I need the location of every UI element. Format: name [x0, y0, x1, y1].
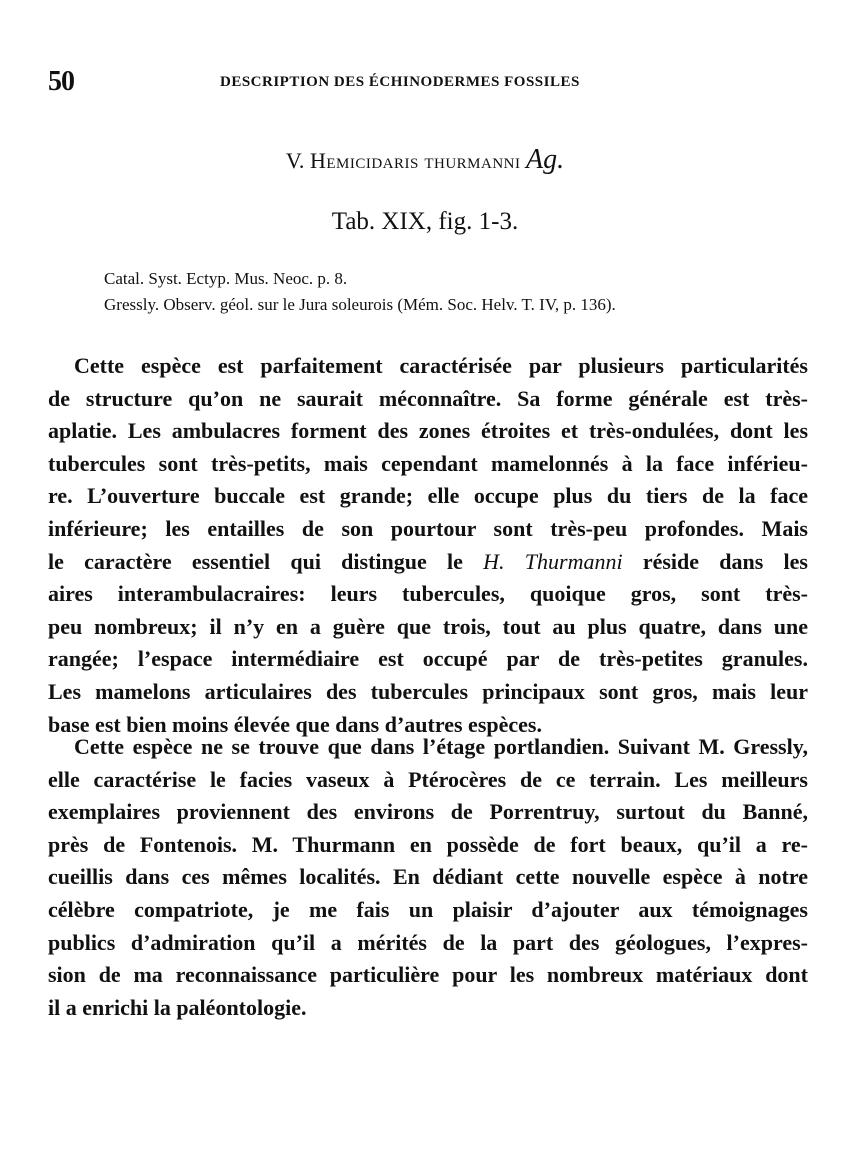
text-line: cueillis dans ces mêmes localités. En dédiant cette nouvelle espèce à notre: [48, 864, 808, 890]
bibliographic-references: [104, 266, 804, 318]
reference-line: Gressly. Observ. géol. sur le Jura soleurois (Mém. Soc. Helv. T. IV, p. 136).: [104, 295, 616, 314]
species-numeral: V.: [285, 148, 305, 173]
text-line: tubercules sont très-petits, mais cependant mamelonnés à la face inférieu-: [48, 450, 808, 476]
paragraph-description: [48, 350, 808, 741]
text-line: Cette espèce est parfaitement caractérisée par plusieurs particularités: [74, 353, 808, 378]
text-line: rangée; l’espace intermédiaire est occupé par de très-petites granules.: [48, 646, 808, 672]
running-head: [48, 66, 808, 96]
text-line: aplatie. Les ambulacres forment des zones étroites et très-ondulées, dont les: [48, 418, 808, 444]
text-line: sion de ma reconnaissance particulière pour les nombreux matériaux dont: [48, 962, 808, 988]
genus-name: Hemicidaris: [309, 148, 419, 173]
page-number: 50: [48, 66, 74, 97]
text-line: re. L’ouverture buccale est grande; elle occupe plus du tiers de la face: [48, 483, 808, 509]
text-line: aires interambulacraires: leurs tubercules, quoique gros, sont très-: [48, 581, 808, 607]
text-line: il a enrichi la paléontologie.: [48, 994, 307, 1020]
text-line: base est bien moins élevée que dans d’autres espèces.: [48, 711, 542, 737]
reference-line: Catal. Syst. Ectyp. Mus. Neoc. p. 8.: [104, 269, 348, 288]
species-heading: [0, 144, 850, 176]
text-fragment: le caractère essentiel qui distingue le: [48, 548, 484, 574]
species-epithet: thurmanni: [424, 148, 521, 173]
plate-reference: Tab. XIX, fig. 1-3.: [331, 208, 519, 235]
text-line: [48, 546, 808, 579]
text-line: publics d’admiration qu’il a mérités de la part des géologues, l’expres-: [48, 929, 808, 955]
running-title: DESCRIPTION DES ÉCHINODERMES FOSSILES: [220, 74, 580, 90]
italic-species-name: H. Thurmanni: [483, 548, 623, 574]
text-line: célèbre compatriote, je me fais un plaisir d’ajouter aux témoignages: [48, 896, 808, 922]
text-line: de structure qu’on ne saurait méconnaître. Sa forme générale est très-: [48, 385, 808, 411]
text-line: Cette espèce ne se trouve que dans l’étage portlandien. Suivant M. Gressly,: [74, 734, 808, 759]
text-line: près de Fontenois. M. Thurmann en possède de fort beaux, qu’il a re-: [48, 831, 808, 857]
text-line: inférieure; les entailles de son pourtour sont très-peu profondes. Mais: [48, 515, 808, 541]
text-line: elle caractérise le facies vaseux à Ptérocères de ce terrain. Les meilleurs: [48, 766, 808, 792]
text-line: Les mamelons articulaires des tubercules principaux sont gros, mais leur: [48, 678, 808, 704]
species-author: Ag.: [526, 144, 565, 175]
text-line: exemplaires proviennent des environs de Porrentruy, surtout du Banné,: [48, 799, 808, 825]
text-fragment: réside dans les: [622, 548, 808, 574]
text-line: peu nombreux; il n’y en a guère que trois, tout au plus quatre, dans une: [48, 613, 808, 639]
paragraph-occurrence: [48, 731, 808, 1024]
